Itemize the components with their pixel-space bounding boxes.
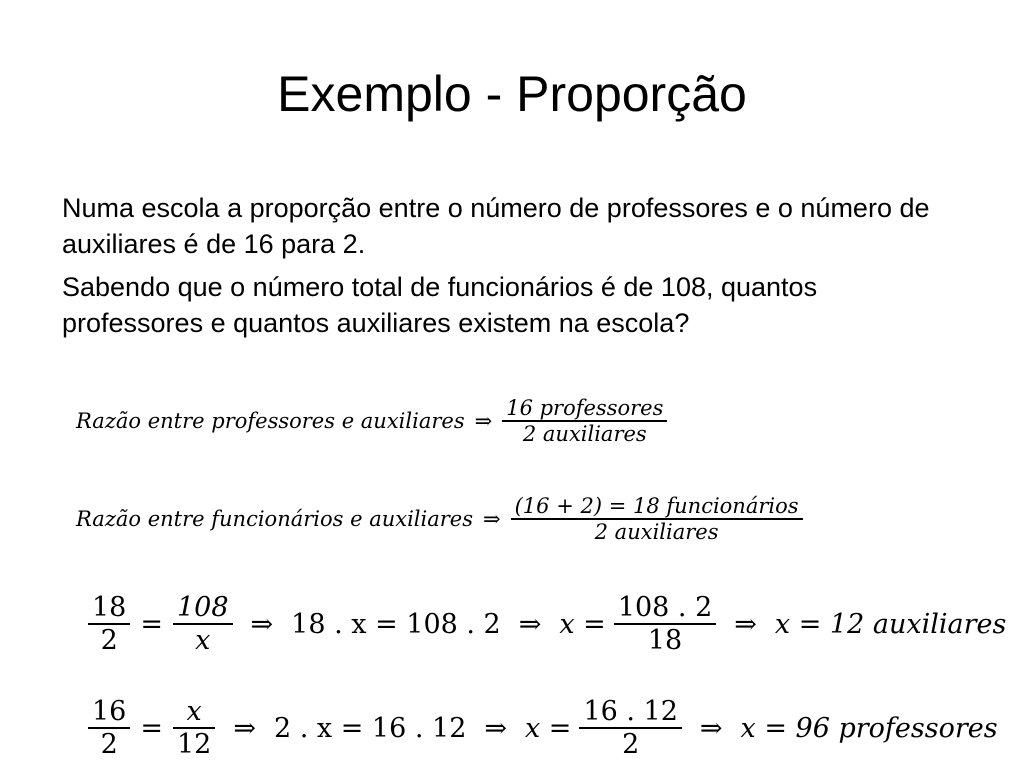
fraction xyxy=(173,592,233,656)
fraction-numerator: 16 professores xyxy=(506,396,664,420)
step: 18 . x = 108 . 2 xyxy=(291,608,501,640)
implies-arrow: ⇒ xyxy=(518,608,542,640)
equals-sign: = xyxy=(140,608,163,640)
fraction-denominator: 2 xyxy=(100,729,118,761)
fraction-denominator: 2 auxiliares xyxy=(594,520,719,545)
equation-auxiliares xyxy=(88,592,1006,656)
fraction-numerator: 16 xyxy=(92,696,127,727)
fraction-numerator: 16 . 12 xyxy=(583,696,678,727)
ratio1-fraction xyxy=(502,396,667,446)
step-lhs: x = xyxy=(525,712,572,744)
fraction xyxy=(614,592,716,656)
implies-arrow: ⇒ xyxy=(250,608,274,640)
implies-arrow: ⇒ xyxy=(483,507,501,532)
ratio1-label: Razão entre professores e auxiliares xyxy=(76,409,465,434)
implies-arrow: ⇒ xyxy=(699,712,723,744)
equation-professores xyxy=(88,696,998,760)
fraction-numerator: x xyxy=(186,696,202,727)
fraction xyxy=(579,696,681,760)
result: x = 96 professores xyxy=(740,712,998,744)
fraction-denominator: 2 xyxy=(622,729,640,761)
implies-arrow: ⇒ xyxy=(484,712,507,744)
fraction-denominator: 12 xyxy=(176,729,212,761)
fraction xyxy=(88,696,130,760)
result: x = 12 auxiliares xyxy=(774,608,1007,640)
fraction-denominator: 18 xyxy=(647,625,683,657)
paragraph-1: Numa escola a proporção entre o número de professores e o número de auxiliares é de 16 para 2. xyxy=(62,193,930,259)
fraction-denominator: 2 xyxy=(100,625,118,657)
implies-arrow: ⇒ xyxy=(474,409,493,434)
equals-sign: = xyxy=(140,712,163,744)
fraction xyxy=(173,696,215,760)
fraction-numerator: 108 xyxy=(176,592,229,623)
ratio2-fraction xyxy=(511,494,803,544)
slide-title: Exemplo - Proporção xyxy=(277,66,747,122)
fraction-denominator: 2 auxiliares xyxy=(522,422,647,447)
problem-text xyxy=(62,190,962,348)
fraction xyxy=(88,592,130,656)
fraction-numerator: 18 xyxy=(92,592,127,623)
equation-ratio-funcionarios xyxy=(76,494,803,544)
fraction-numerator: (16 + 2) = 18 funcionários xyxy=(514,494,799,518)
step-lhs: x = xyxy=(559,608,606,640)
step: 2 . x = 16 . 12 xyxy=(273,712,467,744)
fraction-denominator: x xyxy=(195,625,211,657)
implies-arrow: ⇒ xyxy=(233,712,256,744)
implies-arrow: ⇒ xyxy=(734,608,757,640)
equation-ratio-professores xyxy=(76,396,667,446)
fraction-numerator: 108 . 2 xyxy=(617,592,713,623)
ratio2-label: Razão entre funcionários e auxiliares xyxy=(76,507,473,532)
paragraph-2: Sabendo que o número total de funcionários é de 108, quantos professores e quantos auxiliares existem na escola? xyxy=(62,272,818,338)
